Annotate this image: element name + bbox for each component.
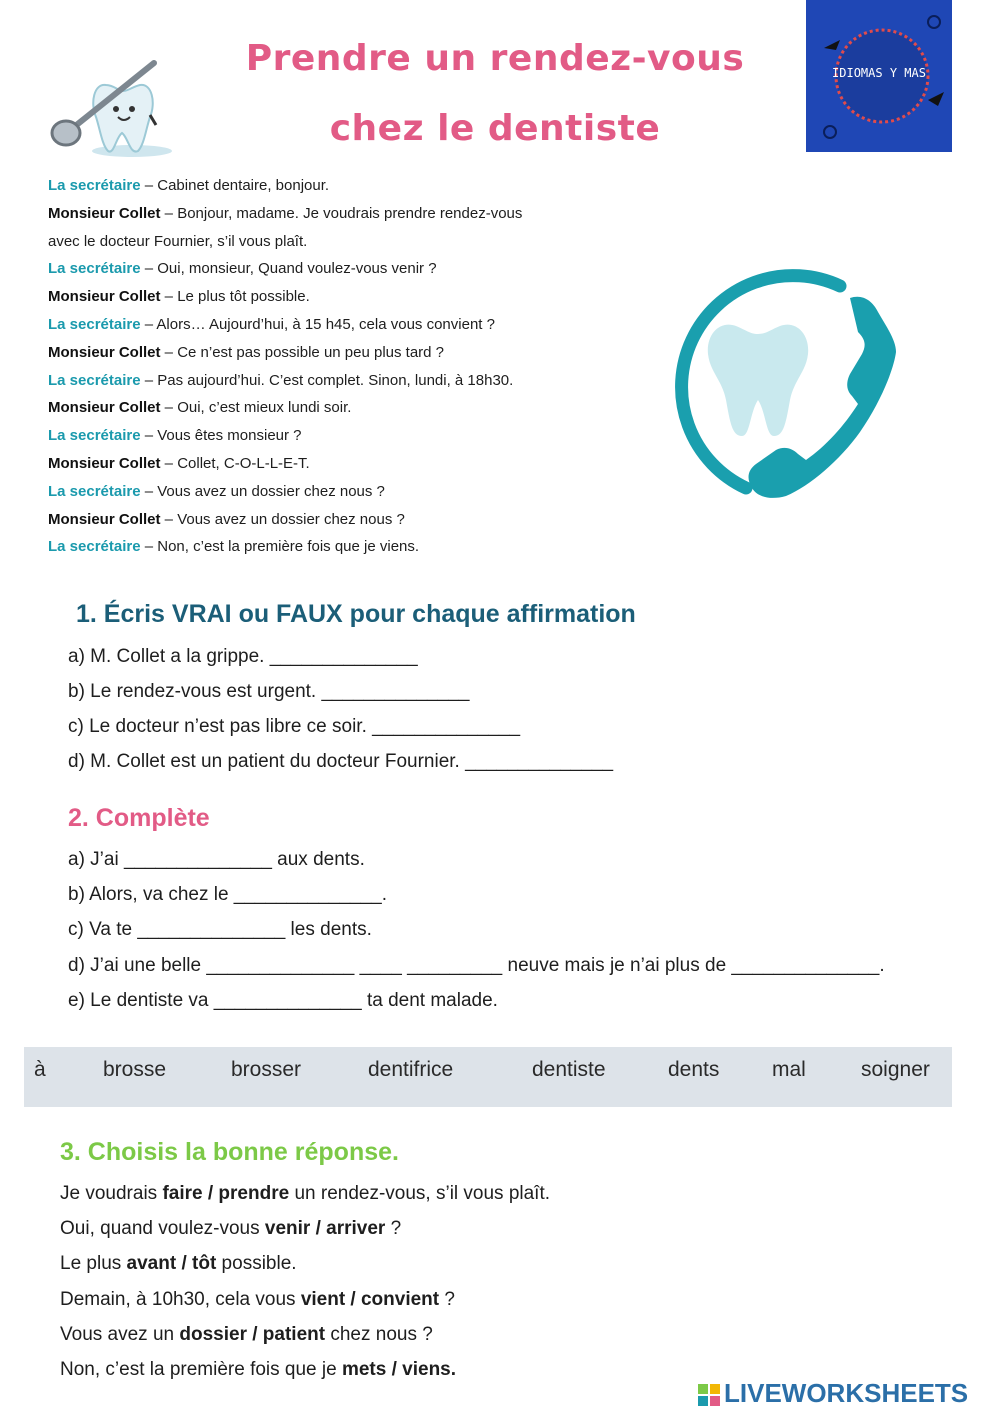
logo-text: IDIOMAS Y MAS	[832, 66, 926, 80]
dialogue-line	[48, 204, 522, 224]
dialogue-line	[48, 537, 419, 557]
speaker-name: Monsieur Collet	[48, 343, 161, 361]
word-bank-item: dentifrice	[368, 1058, 454, 1081]
answer-choice[interactable]: faire / prendre	[162, 1183, 290, 1204]
answer-choice[interactable]: venir / arriver	[264, 1218, 386, 1239]
exercise-1-heading: 1. Écris VRAI ou FAUX pour chaque affirmation	[76, 600, 636, 628]
exercise-2-item[interactable]: d) J’ai une belle ______________ ____ _________ neuve mais je n’ai plus de ______________.	[68, 955, 885, 976]
speaker-name: La secrétaire	[48, 538, 141, 556]
sentence-start: Je voudrais	[60, 1183, 163, 1204]
exercise-2-heading: 2. Complète	[68, 804, 210, 832]
page-title-line-1: Prendre un rendez-vous	[245, 38, 745, 79]
exercise-3-item[interactable]	[60, 1289, 455, 1311]
dialogue-line	[48, 454, 310, 474]
word-bank-item: soigner	[861, 1058, 930, 1081]
exercise-1-item[interactable]: d) M. Collet est un patient du docteur Fournier. ______________	[68, 751, 614, 772]
speaker-name: La secrétaire	[48, 177, 141, 194]
liveworksheets-icon	[698, 1382, 720, 1404]
exercise-1-item[interactable]: c) Le docteur n’est pas libre ce soir. ______________	[68, 716, 521, 737]
dialogue-text: – Collet, C-O-L-L-E-T.	[160, 455, 310, 472]
tooth-mascot-icon	[44, 55, 184, 165]
dialogue-line	[48, 315, 495, 335]
dialogue-line	[48, 510, 405, 530]
sentence-end: ?	[385, 1218, 402, 1239]
speaker-name: La secrétaire	[48, 316, 141, 333]
sentence-end: un rendez-vous, s’il vous plaît.	[289, 1183, 551, 1204]
dialogue-line	[48, 232, 307, 252]
speaker-name: La secrétaire	[48, 427, 141, 445]
dialogue-line	[48, 343, 444, 363]
sentence-start: Le plus	[60, 1253, 127, 1274]
speaker-name: Monsieur Collet	[48, 455, 161, 472]
tooth-phone-icon	[650, 250, 905, 505]
sentence-start: Oui, quand voulez-vous	[60, 1218, 265, 1239]
speaker-name: Monsieur Collet	[48, 288, 161, 306]
page-title-line-2: chez le dentiste	[329, 108, 661, 149]
liveworksheets-text: LIVEWORKSHEETS	[724, 1378, 969, 1408]
sentence-start: Vous avez un	[60, 1324, 180, 1345]
word-bank-item: brosser	[231, 1058, 302, 1081]
speaker-name: Monsieur Collet	[48, 399, 161, 417]
exercise-2-item[interactable]: a) J’ai ______________ aux dents.	[68, 849, 365, 870]
word-bank-item: mal	[772, 1058, 806, 1081]
dialogue-text: – Vous avez un dossier chez nous ?	[160, 510, 405, 528]
speaker-name: La secrétaire	[48, 482, 141, 500]
dialogue-line	[48, 259, 437, 279]
dialogue-line	[48, 287, 310, 307]
dialogue-text: – Cabinet dentaire, bonjour.	[140, 177, 330, 194]
word-bank-item: dents	[668, 1058, 720, 1081]
exercise-3-item[interactable]	[60, 1218, 401, 1240]
dialogue-text: – Non, c’est la première fois que je viens.	[140, 538, 420, 556]
word-bank-item: dentiste	[532, 1058, 606, 1081]
speaker-name: Monsieur Collet	[48, 510, 161, 528]
exercise-3-item[interactable]	[60, 1183, 550, 1205]
sentence-end: ?	[439, 1289, 455, 1310]
word-bank-item: brosse	[103, 1058, 167, 1081]
exercise-2-item[interactable]: c) Va te ______________ les dents.	[68, 919, 372, 940]
speaker-name: Monsieur Collet	[48, 204, 161, 222]
answer-choice[interactable]: vient / convient	[300, 1289, 440, 1310]
dialogue-text: avec le docteur Fournier, s’il vous plaît.	[48, 232, 308, 250]
dialogue-text: – Alors… Aujourd’hui, à 15 h45, cela vous convient ?	[140, 316, 495, 333]
sentence-start: Demain, à 10h30, cela vous	[60, 1289, 301, 1310]
sentence-start: Non, c’est la première fois que je	[60, 1359, 342, 1380]
exercise-3-item[interactable]	[60, 1324, 433, 1346]
dialogue-text: – Bonjour, madame. Je voudrais prendre rendez-vous	[160, 204, 523, 222]
exercise-3-heading: 3. Choisis la bonne réponse.	[60, 1138, 399, 1166]
exercise-1-item[interactable]: b) Le rendez-vous est urgent. ______________	[68, 681, 470, 702]
speaker-name: La secrétaire	[48, 371, 141, 389]
exercise-2-item[interactable]: e) Le dentiste va ______________ ta dent malade.	[68, 990, 498, 1011]
dialogue-text: – Ce n’est pas possible un peu plus tard ?	[160, 343, 445, 361]
dialogue-line	[48, 371, 513, 391]
exercise-1-item[interactable]: a) M. Collet a la grippe. ______________	[68, 646, 418, 667]
dialogue-text: – Le plus tôt possible.	[160, 288, 310, 306]
dialogue-line	[48, 482, 385, 502]
answer-choice[interactable]: avant / tôt	[126, 1253, 217, 1274]
word-bank-item: à	[34, 1058, 46, 1081]
dialogue-line	[48, 426, 302, 446]
exercise-3-item[interactable]	[60, 1253, 297, 1275]
dialogue-text: – Vous êtes monsieur ?	[140, 427, 302, 445]
dialogue-text: – Vous avez un dossier chez nous ?	[140, 482, 385, 500]
answer-choice[interactable]: dossier / patient	[179, 1324, 326, 1345]
dialogue-line	[48, 398, 351, 418]
dialogue-text: – Pas aujourd’hui. C’est complet. Sinon, lundi, à 18h30.	[140, 371, 514, 389]
dialogue-text: – Oui, c’est mieux lundi soir.	[160, 399, 352, 417]
sentence-end: possible.	[216, 1253, 297, 1274]
answer-choice[interactable]: mets / viens.	[341, 1359, 457, 1380]
idiomas-y-mas-logo	[806, 0, 952, 152]
dialogue-text: – Oui, monsieur, Quand voulez-vous venir ?	[140, 260, 437, 278]
dialogue-line	[48, 176, 329, 196]
exercise-3-item[interactable]	[60, 1359, 456, 1381]
exercise-2-item[interactable]: b) Alors, va chez le ______________.	[68, 884, 388, 905]
speaker-name: La secrétaire	[48, 260, 141, 278]
sentence-end: chez nous ?	[325, 1324, 433, 1345]
liveworksheets-logo[interactable]	[698, 1378, 968, 1409]
